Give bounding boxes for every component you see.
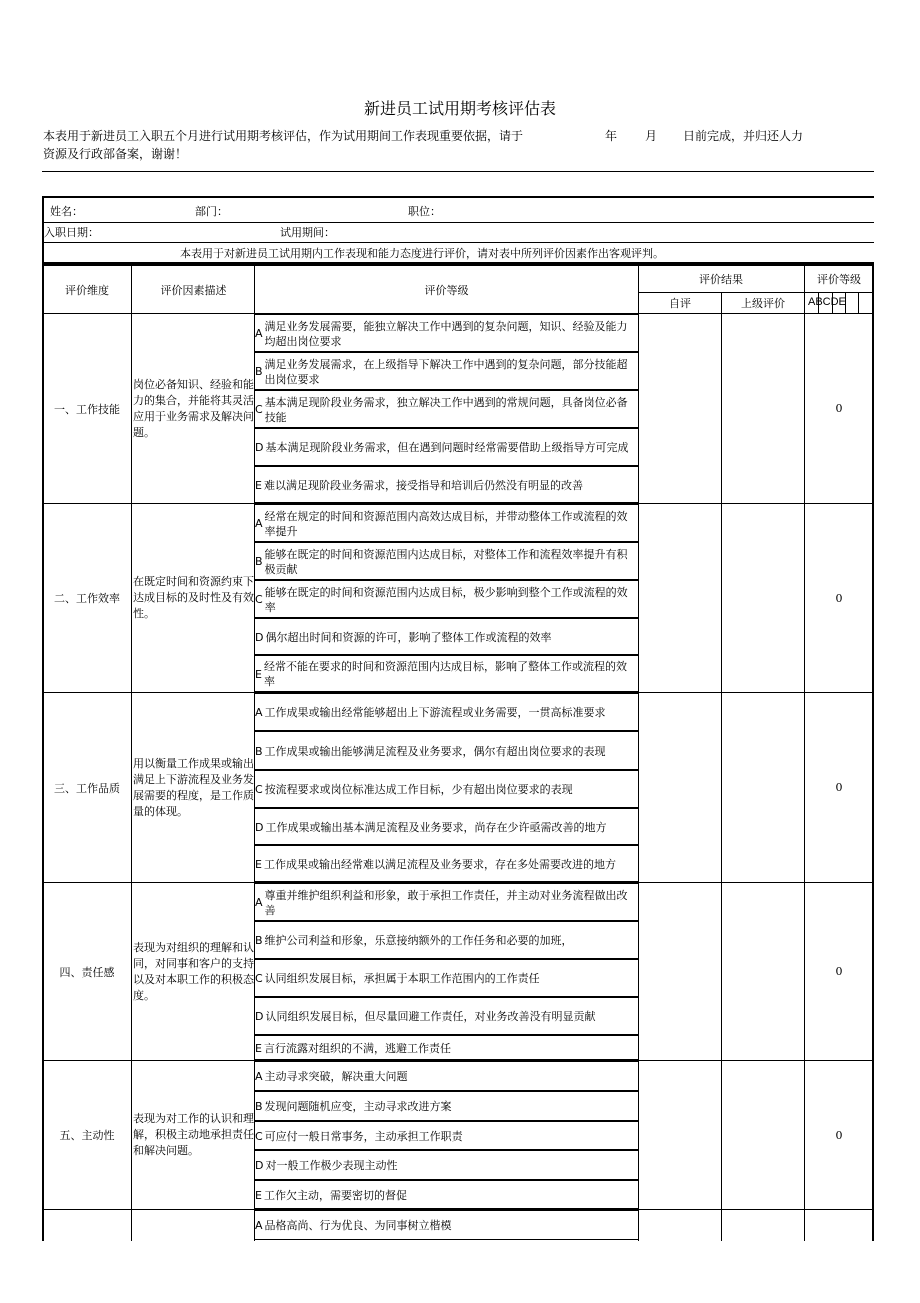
- option-row: B 发现问题随机应变，主动寻求改进方案: [255, 1091, 639, 1121]
- intro-line1-end: 日前完成，并归还人力: [683, 129, 804, 143]
- section-score: 0: [835, 402, 843, 415]
- section-dimension: 四、责任感: [59, 965, 115, 979]
- section-score: 0: [835, 1128, 843, 1142]
- option-row: C 可应付一般日常事务，主动承担工作职责: [255, 1121, 639, 1150]
- option-row: E 工作成果或输出经常难以满足流程及业务要求，存在多处需要改进的地方: [255, 845, 639, 882]
- intro-line1: 本表用于新进员工入职五个月进行试用期考核评估，作为试用期间工作表现重要依据，请于: [43, 129, 524, 143]
- option-row: D 认同组织发展目标，但尽量回避工作责任，对业务改善没有明显贡献: [255, 997, 639, 1035]
- header-grade: 评价等级: [424, 283, 469, 297]
- section-factor: 表现为对组织的理解和认同，对同事和客户的支持以及对本职工作的积极态度。: [133, 940, 254, 1002]
- header-level: 评价等级: [817, 273, 861, 286]
- name-label: 姓名：: [50, 205, 83, 218]
- option-row: A 满足业务发展需要，能独立解决工作中遇到的复杂问题，知识、经验及能力均超出岗位要求: [255, 314, 639, 352]
- option-row: A 工作成果或输出经常能够超出上下游流程或业务需要，一贯高标准要求: [255, 693, 639, 731]
- option-row: C 基本满足现阶段业务需求，独立解决工作中遇到的常规问题，具备岗位必备技能: [255, 390, 639, 428]
- option-row: A 主动寻求突破，解决重大问题: [255, 1061, 639, 1091]
- dept-label: 部门：: [195, 205, 228, 218]
- probation-label: 试用期间：: [280, 226, 335, 239]
- option-row: D 基本满足现阶段业务需求，但在遇到问题时经常需要借助上级指导方可完成: [255, 428, 639, 466]
- option-row: D 对一般工作极少表现主动性: [255, 1150, 639, 1180]
- section-score: 0: [835, 965, 843, 978]
- option-row: C 按流程要求或岗位标准达成工作目标，少有超出岗位要求的表现: [255, 770, 639, 808]
- section-score: 0: [835, 591, 843, 605]
- header-result: 评价结果: [699, 273, 743, 286]
- header-factor: 评价因素描述: [160, 283, 227, 297]
- option-row: B 维护公司利益和形象，乐意接纳额外的工作任务和必要的加班，: [255, 921, 639, 959]
- header-self: 自评: [669, 297, 691, 310]
- option-row: C 能够在既定的时间和资源范围内达成目标，极少影响到整个工作或流程的效率: [255, 580, 639, 618]
- section-factor: 表现为对工作的认识和理解，积极主动地承担责任和解决问题。: [133, 1112, 254, 1157]
- intro-year: 年: [605, 129, 618, 143]
- intro-line2: 资源及行政部备案，谢谢！: [43, 147, 188, 161]
- section-factor: 岗位必备知识、经验和能力的集合，并能将其灵活应用于业务需求及解决问题。: [133, 377, 254, 439]
- evaluation-note: 本表用于对新进员工试用期内工作表现和能力态度进行评价，请对表中所列评价因素作出客观评判。: [180, 247, 664, 260]
- option-row: A 尊重并维护组织利益和形象，敢于承担工作责任，并主动对业务流程做出改善: [255, 883, 639, 921]
- option-row: B 满足业务发展需求，在上级指导下解决工作中遇到的复杂问题，部分技能超出岗位要求: [255, 352, 639, 390]
- section-score: 0: [835, 781, 843, 794]
- option-row: D 偶尔超出时间和资源的许可，影响了整体工作或流程的效率: [255, 618, 639, 655]
- position-label: 职位：: [408, 205, 441, 218]
- divider: [42, 171, 874, 172]
- header-level-letters: ABCDE: [808, 296, 846, 308]
- option-row: A 经常在规定的时间和资源范围内高效达成目标，并带动整体工作或流程的效率提升: [255, 504, 639, 542]
- header-superior: 上级评价: [741, 297, 785, 310]
- header-dimension: 评价维度: [65, 283, 109, 297]
- option-row: E 经常不能在要求的时间和资源范围内达成目标，影响了整体工作或流程的效率: [255, 655, 639, 692]
- option-row: C 认同组织发展目标，承担属于本职工作范围内的工作责任: [255, 959, 639, 997]
- option-row: D 工作成果或输出基本满足流程及业务要求，尚存在少许亟需改善的地方: [255, 808, 639, 845]
- section-factor: 用以衡量工作成果或输出满足上下游流程及业务发展需要的程度，是工作质量的体现。: [133, 756, 254, 818]
- section-dimension: 二、工作效率: [54, 592, 120, 605]
- option-row: E 言行流露对组织的不满，逃避工作责任: [255, 1035, 639, 1060]
- section-dimension: 五、主动性: [59, 1129, 115, 1142]
- section-factor: 在既定时间和资源约束下达成目标的及时性及有效性。: [133, 575, 254, 620]
- option-row: B 能够在既定的时间和资源范围内达成目标，对整体工作和流程效率提升有积极贡献: [255, 542, 639, 580]
- page-title: 新进员工试用期考核评估表: [363, 99, 556, 118]
- option-row: E 难以满足现阶段业务需求，接受指导和培训后仍然没有明显的改善: [255, 466, 639, 503]
- section-dimension: 一、工作技能: [54, 402, 120, 416]
- entry-date-label: 入职日期：: [44, 226, 99, 239]
- section-dimension: 三、工作品质: [54, 781, 120, 795]
- option-row: E 工作欠主动，需要密切的督促: [255, 1180, 639, 1209]
- intro-month: 月: [645, 129, 658, 143]
- option-row: A 品格高尚、行为优良、为同事树立楷模: [255, 1210, 639, 1240]
- option-row: B 工作成果或输出能够满足流程及业务要求，偶尔有超出岗位要求的表现: [255, 731, 639, 770]
